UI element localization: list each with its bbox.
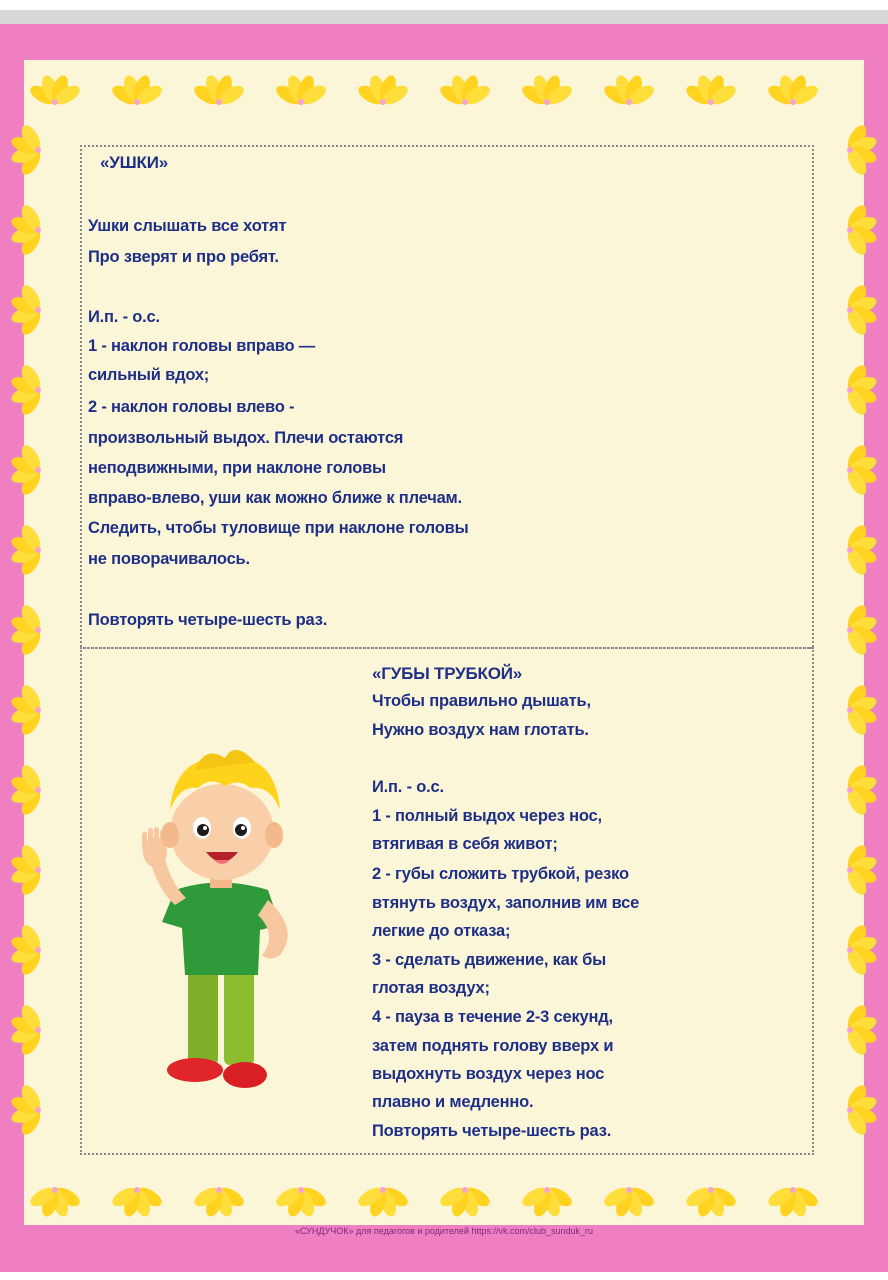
ushki-instruction-line: не поворачивалось. (88, 550, 250, 568)
ushki-instruction-line: Следить, чтобы туловище при наклоне головы (88, 519, 469, 537)
ushki-poem-line-2: Про зверят и про ребят. (88, 248, 279, 266)
guby-poem-line-1: Чтобы правильно дышать, (372, 692, 591, 710)
ushki-poem-line-1: Ушки слышать все хотят (88, 217, 287, 235)
ushki-instruction-line: И.п. - о.с. (88, 308, 160, 326)
guby-poem-line-2: Нужно воздух нам глотать. (372, 721, 589, 739)
ushki-repeat: Повторять четыре-шесть раз. (88, 611, 328, 629)
footer-credit: «СУНДУЧОК» для педагогов и родителей https://vk.com/club_sunduk_ru (294, 1226, 594, 1236)
ushki-instruction-line: вправо-влево, уши как можно ближе к плечам. (88, 489, 462, 507)
ushki-instruction-line: сильный вдох; (88, 366, 210, 384)
ushki-instruction-line: неподвижными, при наклоне головы (88, 459, 386, 477)
boy-illustration (140, 740, 310, 1100)
guby-instruction-line: 4 - пауза в течение 2-3 секунд, (372, 1008, 613, 1026)
guby-instruction-line: 1 - полный выдох через нос, (372, 807, 602, 825)
guby-instruction-line: затем поднять голову вверх и (372, 1037, 614, 1055)
ushki-instruction-line: произвольный выдох. Плечи остаются (88, 429, 404, 447)
ushki-instruction-line: 1 - наклон головы вправо — (88, 337, 316, 355)
guby-instruction-line: легкие до отказа; (372, 922, 511, 940)
guby-instruction-line: плавно и медленно. (372, 1093, 534, 1111)
guby-title: «ГУБЫ ТРУБКОЙ» (372, 664, 523, 683)
ushki-instruction-line: 2 - наклон головы влево - (88, 398, 295, 416)
top-white-strip (0, 0, 888, 10)
guby-instruction-line: глотая воздух; (372, 979, 490, 997)
top-grey-strip (0, 10, 888, 24)
guby-instruction-line: втянуть воздух, заполнив им все (372, 894, 640, 912)
guby-instruction-line: 3 - сделать движение, как бы (372, 951, 606, 969)
guby-instruction-line: И.п. - о.с. (372, 778, 444, 796)
guby-repeat: Повторять четыре-шесть раз. (372, 1122, 612, 1140)
guby-instruction-line: втягивая в себя живот; (372, 835, 558, 853)
guby-instruction-line: 2 - губы сложить трубкой, резко (372, 865, 629, 883)
ushki-title: «УШКИ» (100, 153, 168, 172)
guby-instruction-line: выдохнуть воздух через нос (372, 1065, 605, 1083)
